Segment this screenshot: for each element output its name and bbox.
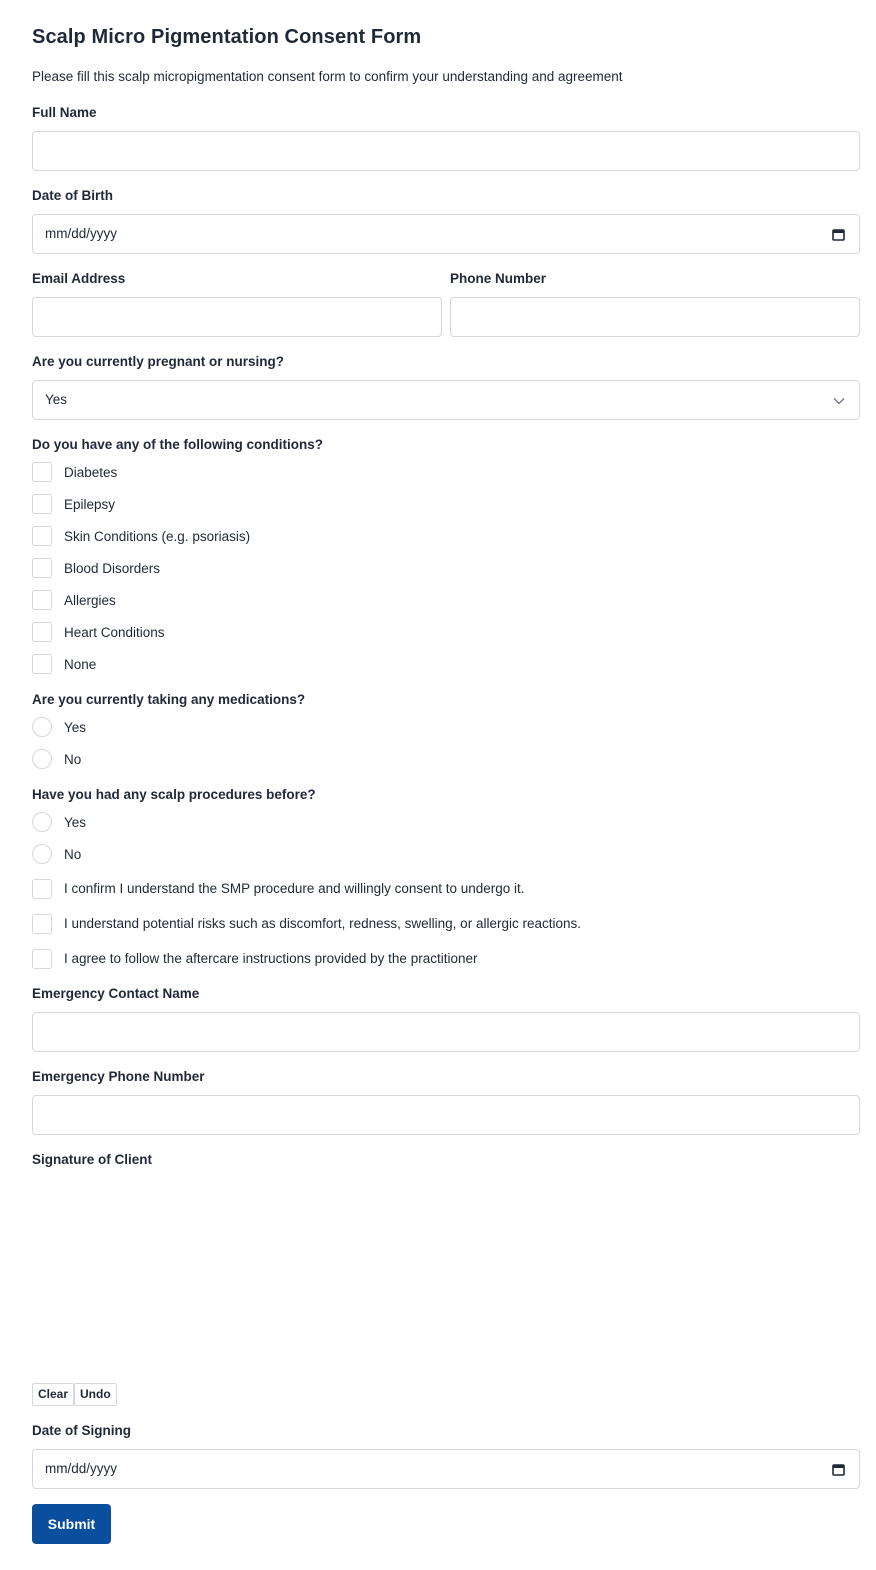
agreement-checkbox-aftercare[interactable]	[32, 949, 52, 969]
medications-label-no: No	[64, 752, 82, 767]
calendar-icon[interactable]	[832, 1463, 845, 1476]
procedures-label: Have you had any scalp procedures before?	[32, 787, 316, 802]
condition-label-diabetes: Diabetes	[64, 465, 118, 480]
form-description: Please fill this scalp micropigmentation consent form to confirm your understanding and agreement	[32, 69, 623, 84]
dob-input[interactable]	[32, 214, 860, 254]
full-name-input[interactable]	[32, 131, 860, 171]
condition-label-epilepsy: Epilepsy	[64, 497, 116, 512]
signature-label: Signature of Client	[32, 1152, 153, 1167]
medications-radio-no[interactable]	[32, 749, 52, 769]
agreement-checkbox-risks[interactable]	[32, 914, 52, 934]
medications-label-yes: Yes	[64, 720, 87, 735]
calendar-icon[interactable]	[832, 228, 845, 241]
condition-checkbox-allergies[interactable]	[32, 590, 52, 610]
agreement-checkbox-consent[interactable]	[32, 879, 52, 899]
agreement-label-consent: I confirm I understand the SMP procedure and willingly consent to undergo it.	[64, 881, 525, 896]
signing-date-placeholder: mm/dd/yyyy	[45, 1461, 118, 1476]
condition-checkbox-blood[interactable]	[32, 558, 52, 578]
condition-label-allergies: Allergies	[64, 593, 116, 608]
procedures-radio-no[interactable]	[32, 844, 52, 864]
condition-label-skin: Skin Conditions (e.g. psoriasis)	[64, 529, 251, 544]
chevron-down-icon	[833, 395, 845, 407]
email-label: Email Address	[32, 271, 126, 286]
condition-checkbox-epilepsy[interactable]	[32, 494, 52, 514]
condition-checkbox-none[interactable]	[32, 654, 52, 674]
signature-pad[interactable]	[32, 1176, 860, 1376]
email-input[interactable]	[32, 297, 442, 337]
emergency-phone-label: Emergency Phone Number	[32, 1069, 205, 1084]
condition-checkbox-diabetes[interactable]	[32, 462, 52, 482]
condition-checkbox-skin[interactable]	[32, 526, 52, 546]
medications-radio-yes[interactable]	[32, 717, 52, 737]
phone-label: Phone Number	[450, 271, 547, 286]
pregnant-label: Are you currently pregnant or nursing?	[32, 354, 285, 369]
submit-button[interactable]: Submit	[32, 1504, 111, 1544]
emergency-name-label: Emergency Contact Name	[32, 986, 200, 1001]
agreement-label-aftercare: I agree to follow the aftercare instructions provided by the practitioner	[64, 951, 478, 966]
condition-label-blood: Blood Disorders	[64, 561, 161, 576]
clear-signature-button[interactable]: Clear	[32, 1383, 74, 1406]
procedures-radio-yes[interactable]	[32, 812, 52, 832]
condition-label-heart: Heart Conditions	[64, 625, 165, 640]
pregnant-select[interactable]	[32, 380, 860, 420]
undo-signature-button[interactable]: Undo	[74, 1383, 117, 1406]
page-title: Scalp Micro Pigmentation Consent Form	[32, 26, 422, 48]
conditions-label: Do you have any of the following conditions?	[32, 437, 324, 452]
dob-placeholder: mm/dd/yyyy	[45, 226, 118, 241]
medications-label: Are you currently taking any medications?	[32, 692, 306, 707]
procedures-label-yes: Yes	[64, 815, 87, 830]
emergency-phone-input[interactable]	[32, 1095, 860, 1135]
signing-date-label: Date of Signing	[32, 1423, 131, 1438]
agreement-label-risks: I understand potential risks such as discomfort, redness, swelling, or allergic reactions.	[64, 916, 581, 931]
pregnant-selected-value: Yes	[45, 392, 68, 407]
full-name-label: Full Name	[32, 105, 97, 120]
signing-date-input[interactable]	[32, 1449, 860, 1489]
phone-input[interactable]	[450, 297, 860, 337]
condition-label-none: None	[64, 657, 97, 672]
condition-checkbox-heart[interactable]	[32, 622, 52, 642]
procedures-label-no: No	[64, 847, 82, 862]
dob-label: Date of Birth	[32, 188, 113, 203]
emergency-name-input[interactable]	[32, 1012, 860, 1052]
